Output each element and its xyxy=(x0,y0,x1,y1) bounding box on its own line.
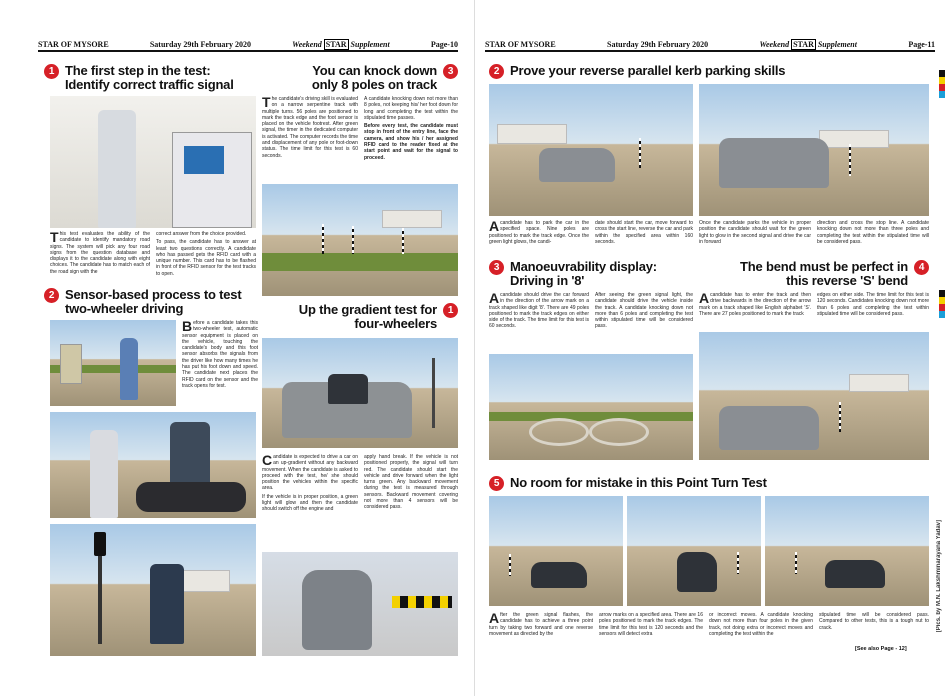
headline-traffic-signal xyxy=(44,64,254,92)
headline-line: Manoeuvrability display: xyxy=(510,259,657,274)
photo-helmet-rider xyxy=(50,412,256,518)
headline-line: The first step in the test: xyxy=(65,63,211,78)
headline-s-bend xyxy=(699,260,929,288)
left-page-header xyxy=(38,38,458,50)
photo-building xyxy=(382,210,442,228)
article-text-s-bend xyxy=(699,292,811,317)
article-text-gradient-col2 xyxy=(364,454,458,511)
photo-car xyxy=(302,570,372,650)
see-also-note: [See also Page - 12] xyxy=(855,646,907,652)
paragraph: or incorrect moves. A candidate knocking down not more than four poles in the given track, not doing extra or incorrect moves and completing the test within the xyxy=(709,612,813,637)
supplement-prefix: Weekend xyxy=(292,39,324,49)
photo-pole xyxy=(639,138,641,168)
photo-credit: [Pics. by M.N. Lakshminarayana Yadav] xyxy=(936,520,942,633)
paragraph: Candidate is expected to drive a car on an up-gradient without any backward movement. When the candidate is asked to proceed with the test, he/ she should position the vehicles within the specific area. xyxy=(262,452,358,492)
photo-motorcycle xyxy=(136,482,246,512)
photo-car xyxy=(677,552,717,592)
photo-sensor-setup xyxy=(50,320,176,406)
photo-gradient-car xyxy=(262,338,458,448)
paragraph: arrow marks on a specified area. There are 16 poles positioned to mark the track edges. The time limit for this test is 120 seconds and the sensors will detect extra xyxy=(599,612,703,637)
photo-traffic-light xyxy=(94,532,106,556)
photo-candidate xyxy=(98,110,136,228)
section-number-badge: 2 xyxy=(489,64,504,79)
photo-kiosk-screen xyxy=(184,146,224,174)
paragraph: apply hand break. If the vehicle is not positioned properly, the signal will turn red. The candidate should start the vehicle and drive forward when the light turns green. Any backward movement during the test is measured through sensors. Backward movement covering not more than 4 sensors will be considered pass. xyxy=(364,454,458,511)
supplement-brand: STAR xyxy=(325,39,347,49)
headline-text xyxy=(510,260,657,288)
headline-two-wheeler xyxy=(44,288,259,316)
photo-pole xyxy=(737,552,739,574)
photo-pole xyxy=(509,554,511,576)
supplement-label xyxy=(292,40,390,49)
article-text-point-turn-col2 xyxy=(599,612,703,637)
headline-text: Prove your reverse parallel kerb parking skills xyxy=(510,63,786,78)
photo-kiosk-test xyxy=(50,96,256,228)
article-text-knock-poles xyxy=(262,96,358,159)
section-number-badge: 3 xyxy=(443,64,458,79)
page-number: Page-10 xyxy=(430,39,458,49)
supplement-prefix: Weekend xyxy=(759,39,792,49)
photo-car xyxy=(719,138,829,188)
registration-color-bar xyxy=(939,290,945,318)
headline-line: only 8 poles on track xyxy=(311,77,437,92)
headline-point-turn xyxy=(489,476,929,491)
paragraph: After the green signal flashes, the candidate has to achieve a three point turn by taking two forward and one reverse movement as directed by the xyxy=(489,610,593,637)
photo-parking-1 xyxy=(489,84,693,216)
article-text-figure-eight-col2 xyxy=(595,292,693,330)
paragraph: Once the candidate parks the vehicle in proper position the candidate should wait for the green light to glow in the second signal and drive the car in forward xyxy=(699,220,811,245)
headline-text: No room for mistake in this Point Turn Test xyxy=(510,475,767,490)
photo-rider xyxy=(150,564,184,644)
supplement-suffix: Supplement xyxy=(815,39,857,49)
photo-figure-eight-track xyxy=(489,354,693,460)
right-page xyxy=(474,0,945,696)
masthead: STAR OF MYSORE xyxy=(38,39,109,49)
headline-gradient-test xyxy=(262,303,458,331)
photo-eight-loop xyxy=(529,418,589,446)
paragraph: The candidate's driving skill is evaluated on a narrow serpentine track with multiple turns. 56 poles are positioned to mark the track edge and the foot sensor is placed on the vehicle footrest. After green signal, the timer in the dedicated computer is activated. The computer records the time and displacement of any pole or foot-down status. The time limit for this test is 60 seconds. xyxy=(262,94,358,159)
headline-figure-eight xyxy=(489,260,699,288)
photo-assistant xyxy=(90,430,118,518)
photo-garden xyxy=(262,253,458,271)
paragraph: Acandidate has to park the car in the specified space. Nine poles are positioned to mark the track edge. Once the green light glows, the candi- xyxy=(489,218,589,245)
headline-line: Up the gradient test for xyxy=(298,302,437,317)
paragraph: Acandidate should drive the car forward in the direction of the arrow mark on a track shaped like digit '8'. There are 49 poles positioned to mark the track edges on either side of the track. The time limit for this test is 60 seconds. xyxy=(489,290,589,330)
headline-line: Identify correct traffic signal xyxy=(65,77,234,92)
photo-ramp-car xyxy=(262,552,458,656)
headline-line: two-wheeler driving xyxy=(65,301,184,316)
headline-knock-poles xyxy=(262,64,458,92)
article-text-point-turn-col3 xyxy=(709,612,813,637)
article-text-traffic-signal xyxy=(50,231,150,275)
paragraph: Before a candidate takes this two-wheeler test, automatic sensor equipment is placed on the vehicle, touching the candidate's body and this foot sensor absorbs the signals from the driver like how many times he has put his foot down and speed. The candidate next places the RFID card on the sensor and the track opens for test. xyxy=(182,318,258,389)
headline-line: The bend must be perfect in xyxy=(740,259,908,274)
headline-text xyxy=(65,288,241,316)
paragraph: To pass, the candidate has to answer at least two questions correctly. A candidate who has passed gets the RFID card with a unique number. This card has to be flashed in front of the RFID sensor for the test tracks to open. xyxy=(156,239,256,277)
photo-serpentine-track xyxy=(262,184,458,296)
header-rule xyxy=(38,50,458,52)
section-number-badge: 4 xyxy=(914,260,929,275)
article-text-knock-poles-col2 xyxy=(364,96,458,161)
photo-car xyxy=(539,148,615,182)
left-page xyxy=(0,0,472,696)
issue-date: Saturday 29th February 2020 xyxy=(149,39,251,49)
article-text-point-turn-col4 xyxy=(819,612,929,631)
headline-line: four-wheelers xyxy=(354,316,437,331)
photo-officer xyxy=(120,338,138,400)
paragraph: date should start the car, move forward to cross the start line, reverse the car and park within the specified area within 160 seconds. xyxy=(595,220,693,245)
paragraph: correct answer from the choice provided. xyxy=(156,231,247,237)
photo-s-bend-car xyxy=(699,332,929,460)
headline-line: Driving in '8' xyxy=(510,273,585,288)
supplement-label xyxy=(759,40,857,49)
article-text-parking-col2 xyxy=(595,220,693,245)
article-text-parking-col3 xyxy=(699,220,811,245)
supplement-suffix: Supplement xyxy=(348,39,390,49)
page-number: Page-11 xyxy=(908,39,935,49)
photo-building xyxy=(819,130,889,148)
paragraph: After seeing the green signal light, the candidate should drive the vehicle inside the track. A candidate knocking down not more than 6 poles and completing the test within stipulated time will be considered pass. xyxy=(595,292,693,330)
photo-eight-loop xyxy=(589,418,649,446)
photo-sensor-box xyxy=(60,344,82,384)
headline-text xyxy=(299,303,437,331)
article-text-two-wheeler xyxy=(182,320,258,389)
article-text-s-bend-col2 xyxy=(817,292,929,317)
headline-text xyxy=(740,260,908,288)
photo-car xyxy=(531,562,587,588)
article-text-figure-eight xyxy=(489,292,589,330)
issue-date: Saturday 29th February 2020 xyxy=(607,39,709,49)
photo-pole xyxy=(849,144,851,176)
photo-pole xyxy=(839,402,841,432)
headline-text xyxy=(65,64,234,92)
section-number-badge: 3 xyxy=(489,260,504,275)
paragraph: Acandidate has to enter the track and then drive backwards in the direction of the arrow mark on a track shaped like English alphabet 'S'. There are 27 poles positioned to mark the track xyxy=(699,290,811,317)
paragraph: edges on either side. The time limit for this test is 120 seconds. Candidates knocking down not more than 6 poles and completing the test within stipulated time will be considered pass. xyxy=(817,292,930,317)
article-text-parking xyxy=(489,220,589,245)
photo-signal-pole xyxy=(432,358,435,428)
registration-color-bar xyxy=(939,70,945,98)
article-text-gradient xyxy=(262,454,358,513)
section-number-badge: 1 xyxy=(44,64,59,79)
article-text-traffic-signal-col2 xyxy=(156,231,256,277)
header-rule xyxy=(485,50,935,52)
photo-point-turn-2 xyxy=(627,496,761,606)
photo-pole xyxy=(352,226,354,254)
section-number-badge: 2 xyxy=(44,288,59,303)
photo-point-turn-1 xyxy=(489,496,623,606)
photo-barrier xyxy=(392,596,452,608)
photo-car xyxy=(719,406,819,450)
photo-point-turn-3 xyxy=(765,496,929,606)
photo-grass xyxy=(489,412,693,420)
paragraph: If the vehicle is in proper position, a green light will glow and then the candidate should switch off the engine and xyxy=(262,493,358,513)
article-text-parking-col4 xyxy=(817,220,929,245)
section-number-badge: 1 xyxy=(443,303,458,318)
paragraph: stipulated time will be considered pass. Compared to other tests, this is a tough nut to crack. xyxy=(819,612,929,631)
photo-car xyxy=(825,560,885,588)
paragraph: A candidate knocking down not more than 8 poles, not keeping his/ her foot down for long and completing the test within the stipulated time passes. xyxy=(364,96,458,121)
photo-building xyxy=(849,374,909,392)
paragraph: This test evaluates the ability of the candidate to identify mandatory road signs. The system will pick any four road signs from the question database and displays it to the candidate along with eight choices. The candidate has to match each of the road sign with the xyxy=(50,229,150,275)
photo-pole xyxy=(795,552,797,574)
paragraph: Before every test, the candidate must stop in front of the entry line, face the camera, and show his / her assigned RFID card to the reader fixed at the start point and wait for the signal to proceed. xyxy=(364,123,458,161)
headline-line: this reverse 'S' bend xyxy=(786,273,908,288)
supplement-brand: STAR xyxy=(793,39,814,49)
photo-parking-2 xyxy=(699,84,929,216)
headline-line: You can knock down xyxy=(312,63,437,78)
right-page-header xyxy=(485,38,935,50)
article-text-point-turn xyxy=(489,612,593,637)
section-number-badge: 5 xyxy=(489,476,504,491)
photo-rider-signal xyxy=(50,524,256,656)
photo-driver xyxy=(328,374,368,404)
photo-pole xyxy=(322,224,324,254)
headline-line: Sensor-based process to test xyxy=(65,287,242,302)
headline-text xyxy=(312,64,437,92)
photo-building xyxy=(497,124,567,144)
paragraph: direction and cross the stop line. A candidate knocking down not more than three poles and completing the test within the stipulated time will be considered pass. xyxy=(817,220,929,245)
photo-pole xyxy=(402,228,404,254)
masthead: STAR OF MYSORE xyxy=(485,39,556,49)
headline-parallel-parking xyxy=(489,64,929,79)
